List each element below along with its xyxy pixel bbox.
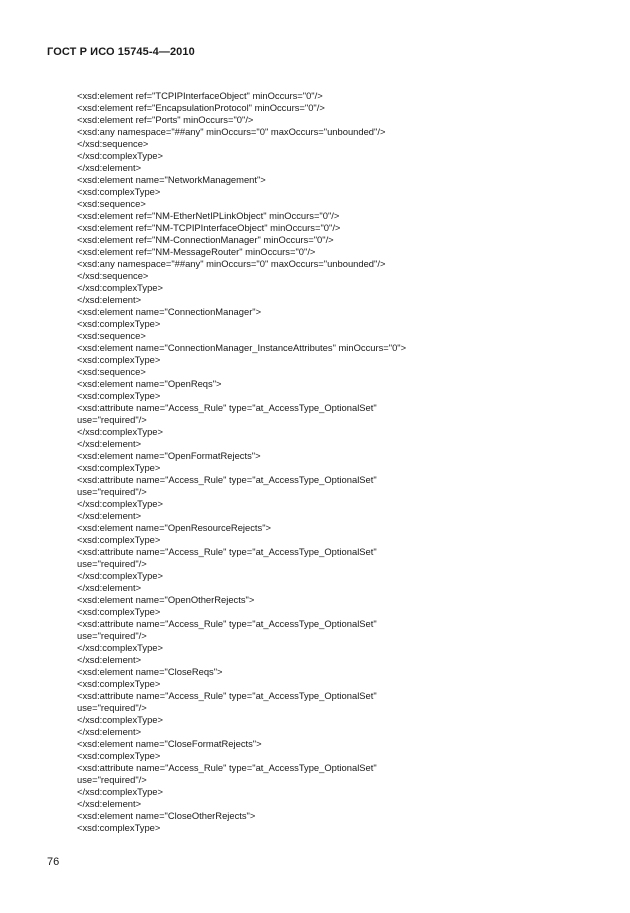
code-line: </xsd:element> (77, 294, 142, 305)
code-line: </xsd:complexType> (77, 498, 163, 509)
code-line: <xsd:attribute name="Access_Rule" type="at_AccessType_OptionalSet" (77, 474, 377, 485)
code-line: </xsd:complexType> (77, 714, 163, 725)
code-line: <xsd:attribute name="Access_Rule" type="at_AccessType_OptionalSet" (77, 618, 377, 629)
code-line: <xsd:element name="OpenFormatRejects"> (77, 450, 261, 461)
code-line: use="required"/> (77, 702, 147, 713)
code-line: use="required"/> (77, 774, 147, 785)
code-line: </xsd:element> (77, 582, 142, 593)
code-line: <xsd:any namespace="##any" minOccurs="0" maxOccurs="unbounded"/> (77, 258, 386, 269)
code-line: <xsd:complexType> (77, 606, 161, 617)
code-line: <xsd:element ref="TCPIPInterfaceObject" minOccurs="0"/> (77, 90, 323, 101)
code-line: <xsd:complexType> (77, 186, 161, 197)
code-line: </xsd:complexType> (77, 426, 163, 437)
code-line: <xsd:element name="CloseFormatRejects"> (77, 738, 262, 749)
code-line: <xsd:element ref="NM-MessageRouter" minOccurs="0"/> (77, 246, 316, 257)
code-line: <xsd:element name="ConnectionManager_InstanceAttributes" minOccurs="0"> (77, 342, 407, 353)
code-line: use="required"/> (77, 486, 147, 497)
code-line: <xsd:element ref="NM-EtherNetIPLinkObject" minOccurs="0"/> (77, 210, 340, 221)
code-line: <xsd:sequence> (77, 330, 146, 341)
code-line: <xsd:element name="OpenOtherRejects"> (77, 594, 255, 605)
code-line: <xsd:element ref="EncapsulationProtocol" minOccurs="0"/> (77, 102, 325, 113)
code-line: </xsd:complexType> (77, 282, 163, 293)
code-line: <xsd:complexType> (77, 534, 161, 545)
code-line: </xsd:complexType> (77, 642, 163, 653)
code-line: <xsd:complexType> (77, 318, 161, 329)
code-line: use="required"/> (77, 414, 147, 425)
code-line: </xsd:element> (77, 726, 142, 737)
code-line: </xsd:element> (77, 510, 142, 521)
code-line: <xsd:attribute name="Access_Rule" type="at_AccessType_OptionalSet" (77, 402, 377, 413)
code-line: <xsd:element ref="NM-ConnectionManager" minOccurs="0"/> (77, 234, 334, 245)
code-line: use="required"/> (77, 630, 147, 641)
code-line: </xsd:complexType> (77, 570, 163, 581)
code-line: <xsd:element name="OpenResourceRejects"> (77, 522, 272, 533)
code-line: <xsd:complexType> (77, 390, 161, 401)
page-number: 76 (47, 856, 60, 868)
code-line: <xsd:attribute name="Access_Rule" type="at_AccessType_OptionalSet" (77, 762, 377, 773)
code-line: </xsd:element> (77, 654, 142, 665)
code-line: <xsd:sequence> (77, 198, 146, 209)
code-line: <xsd:element ref="Ports" minOccurs="0"/> (77, 114, 254, 125)
code-line: <xsd:any namespace="##any" minOccurs="0" maxOccurs="unbounded"/> (77, 126, 386, 137)
code-line: use="required"/> (77, 558, 147, 569)
code-line: </xsd:sequence> (77, 270, 149, 281)
code-line: </xsd:complexType> (77, 150, 163, 161)
code-line: <xsd:complexType> (77, 462, 161, 473)
code-line: <xsd:complexType> (77, 678, 161, 689)
code-line: <xsd:element name="CloseOtherRejects"> (77, 810, 256, 821)
code-line: <xsd:attribute name="Access_Rule" type="at_AccessType_OptionalSet" (77, 546, 377, 557)
code-line: </xsd:sequence> (77, 138, 149, 149)
document-header: ГОСТ Р ИСО 15745-4—2010 (47, 46, 195, 58)
code-line: </xsd:element> (77, 438, 142, 449)
code-line: </xsd:element> (77, 798, 142, 809)
code-line: <xsd:element name="NetworkManagement"> (77, 174, 266, 185)
code-line: <xsd:element name="CloseReqs"> (77, 666, 223, 677)
code-line: <xsd:complexType> (77, 822, 161, 833)
code-line: <xsd:element name="OpenReqs"> (77, 378, 222, 389)
code-line: </xsd:element> (77, 162, 142, 173)
code-line: <xsd:element ref="NM-TCPIPInterfaceObject" minOccurs="0"/> (77, 222, 341, 233)
code-line: <xsd:complexType> (77, 750, 161, 761)
code-line: <xsd:attribute name="Access_Rule" type="at_AccessType_OptionalSet" (77, 690, 377, 701)
code-line: <xsd:complexType> (77, 354, 161, 365)
code-line: <xsd:element name="ConnectionManager"> (77, 306, 262, 317)
xsd-code-listing (77, 90, 406, 834)
code-line: <xsd:sequence> (77, 366, 146, 377)
code-line: </xsd:complexType> (77, 786, 163, 797)
